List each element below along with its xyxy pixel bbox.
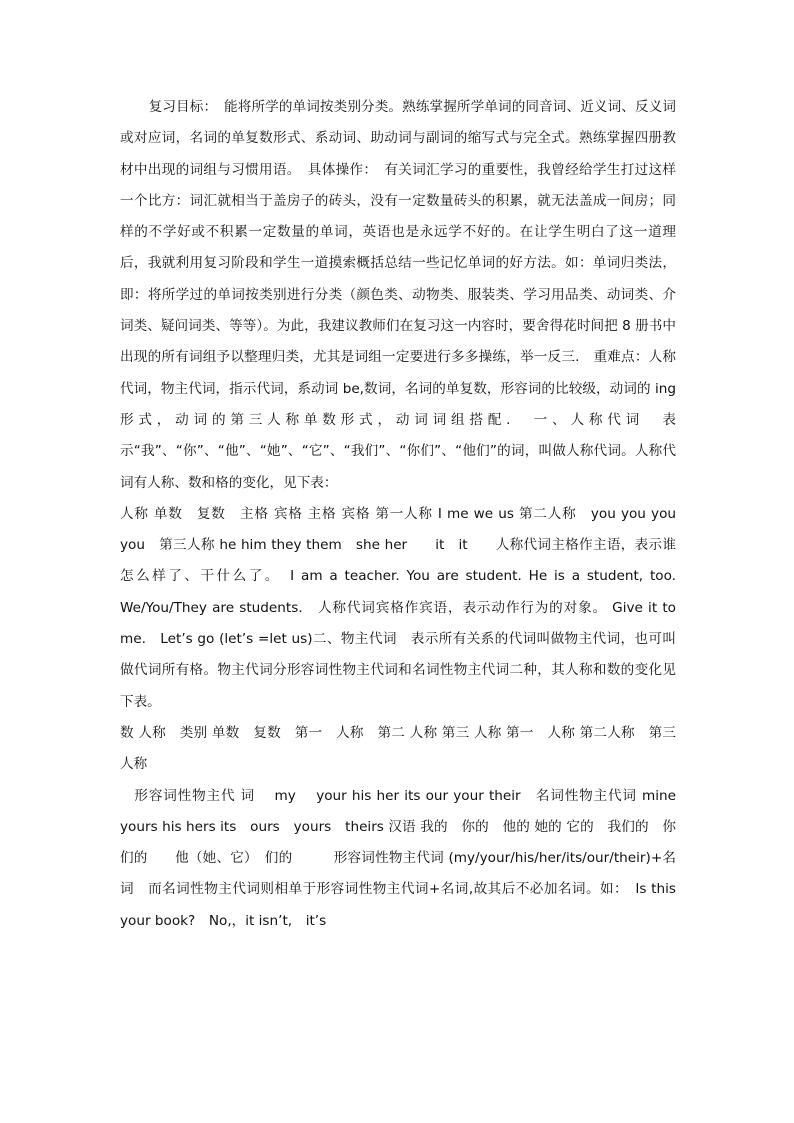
paragraph-personal-pronouns: 人称 单数 复数 主格 宾格 主格 宾格 第一人称 I me we us 第二人称 you you you you 第三人称 he him they them she her it it 人称代词主格作主语，表示谁怎么样了、干什么了。 I am a teacher. You are student. He is a student, too. We/You/They are students. 人称代词宾格作宾语，表示动作行为的对象。 Give it to me. Let’s go (let’s =let us)二、物主代词 表示所有关系的代词叫做物主代词，也可叫做代词所有格。物主代词分形容词性物主代词和名词性物主代词二种，其人称和数的变化见下表。 (120, 505, 690, 710)
paragraph-possessive-table-header: 数 人称 类别 单数 复数 第一 人称 第二 人称 第三 人称 第一 人称 第二人称 第三 人称 (120, 724, 690, 773)
paragraph-review-goals: 复习目标： 能将所学的单词按类别分类。熟练掌握所学单词的同音词、近义词、反义词或对应词，名词的单复数形式、系动词、助动词与副词的缩写式与完全式。熟练掌握四册教材中出现的词组与习惯用语。 具体操作： 有关词汇学习的重要性，我曾经给学生打过这样一个比方：词汇就相当于盖房子的砖头，没有一定数量砖头的积累，就无法盖成一间房；同样的不学好或不积累一定数量的单词，英语也是永远学不好的。在让学生明白了这一道理后，我就利用复习阶段和学生一道摸索概括总结一些记忆单词的好方法。如：单词归类法，即：将所学过的单词按类别进行分类（颜色类、动物类、服装类、学习用品类、动词类、介词类、疑问词类、等等）。为此，我建议教师们在复习这一内容时，要舍得花时间把 8 册书中出现的所有词组予以整理归类，尤其是词组一定要进行多多操练，举一反三. 重难点：人称代词，物主代词，指示代词，系动词 be,数词，名词的单复数，形容词的比较级，动词的 ing 形式，动词的第三人称单数形式，动词词组搭配. 一、人称代词 表示“我”、“你”、“他”、“她”、“它”、“我们”、“你们”、“他们”的词，叫做人称代词。人称代词有人称、数和格的变化，见下表： (120, 99, 676, 491)
paragraph-possessive-pronouns: 形容词性物主代 词 my your his her its our your their 名词性物主代词 mine yours his hers its ours yours theirs 汉语 我的 你的 他的 她的 它的 我们的 你们的 他（她、它） 们的 形容词性物主代词 (my/your/his/her/its/our/their)+名词 而名词性物主代词则相单于形容词性物主代词+名词,故其后不必加名词。如： Is this your book? No,，it isn’t, it’s (120, 787, 690, 929)
document-page (120, 92, 690, 937)
